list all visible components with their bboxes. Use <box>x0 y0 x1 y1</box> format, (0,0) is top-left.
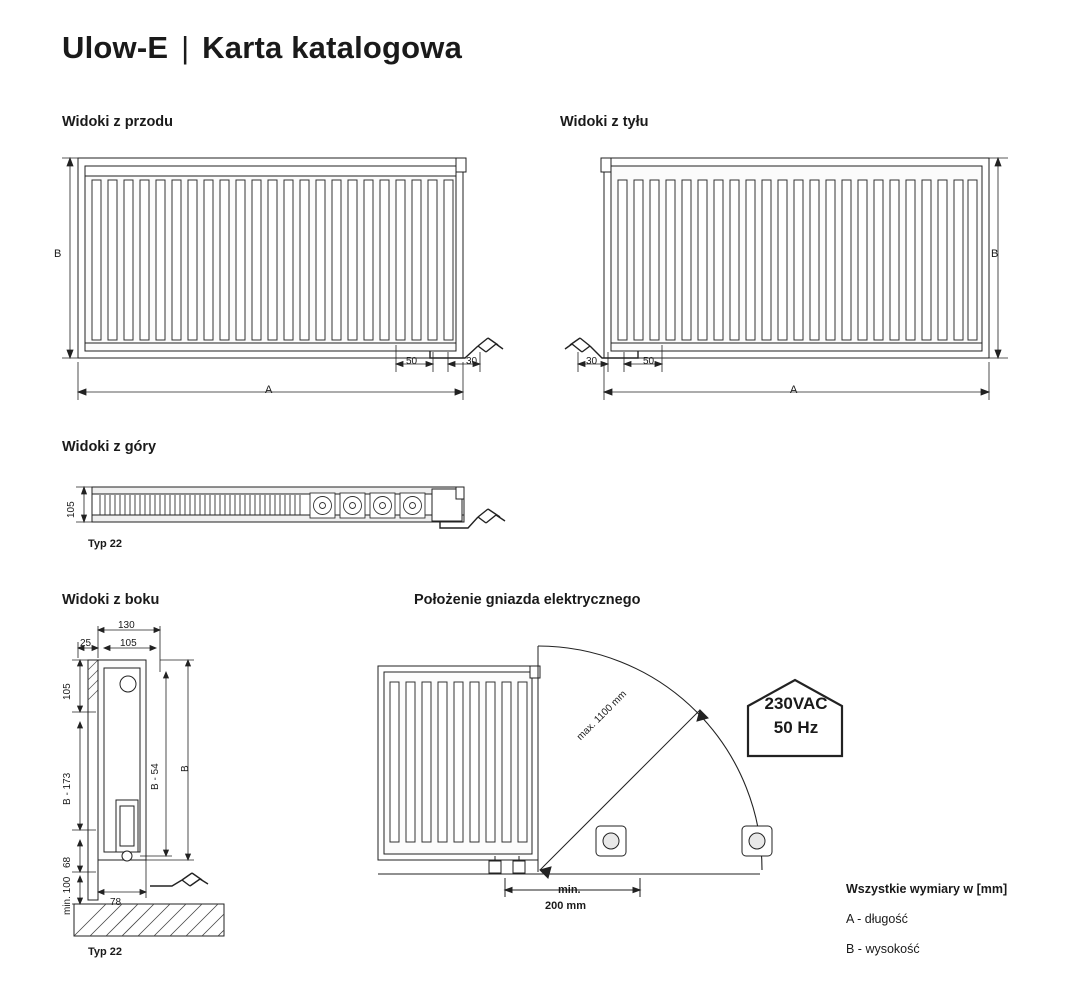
front-dim-30-label: 30 <box>466 356 478 367</box>
side-dim-105-left-label: 105 <box>62 683 73 700</box>
voltage-badge-line1: 230VAC <box>764 694 828 713</box>
footnote-a: A - długość <box>846 912 908 926</box>
front-dim-50-label: 50 <box>406 356 418 367</box>
page-title-brand: Ulow-E <box>62 30 169 65</box>
side-dim-130-label: 130 <box>118 620 135 631</box>
front-dim-length-label: A <box>265 384 273 396</box>
footnote-units: Wszystkie wymiary w [mm] <box>846 882 1008 896</box>
page-title-subtitle: Karta katalogowa <box>202 30 463 65</box>
top-type-label: Typ 22 <box>88 538 123 550</box>
side-type-label: Typ 22 <box>88 946 123 958</box>
side-dim-b-label: B <box>180 765 191 772</box>
voltage-badge-line2: 50 Hz <box>773 718 819 737</box>
section-heading-back: Widoki z tyłu <box>560 114 649 130</box>
footnote-b: B - wysokość <box>846 942 920 956</box>
side-dim-78-label: 78 <box>110 897 122 908</box>
front-dim-height-label: B <box>54 248 62 260</box>
side-dim-25-label: 25 <box>80 638 92 649</box>
socket-min-label-line2: 200 mm <box>545 900 586 912</box>
back-dim-30-label: 30 <box>586 356 598 367</box>
top-dim-depth-label: 105 <box>66 501 77 518</box>
section-heading-front: Widoki z przodu <box>62 114 174 130</box>
back-dim-height-label: B <box>991 248 999 260</box>
footnotes <box>846 874 1007 964</box>
back-dim-50-label: 50 <box>643 356 655 367</box>
section-heading-side: Widoki z boku <box>62 592 160 608</box>
side-dim-min100-label: min. 100 <box>62 876 73 915</box>
page-title-separator: | <box>181 30 190 65</box>
socket-radius-label: max. 1100 mm <box>575 688 630 743</box>
side-dim-105-top-label: 105 <box>120 638 137 649</box>
section-heading-top: Widoki z góry <box>62 439 157 455</box>
side-dim-b173-label: B - 173 <box>62 772 73 805</box>
side-dim-68-label: 68 <box>62 856 73 868</box>
side-dim-b54-label: B - 54 <box>150 763 161 790</box>
section-heading-socket: Położenie gniazda elektrycznego <box>414 592 641 608</box>
back-dim-length-label: A <box>790 384 798 396</box>
socket-min-label-line1: min. <box>558 884 581 896</box>
